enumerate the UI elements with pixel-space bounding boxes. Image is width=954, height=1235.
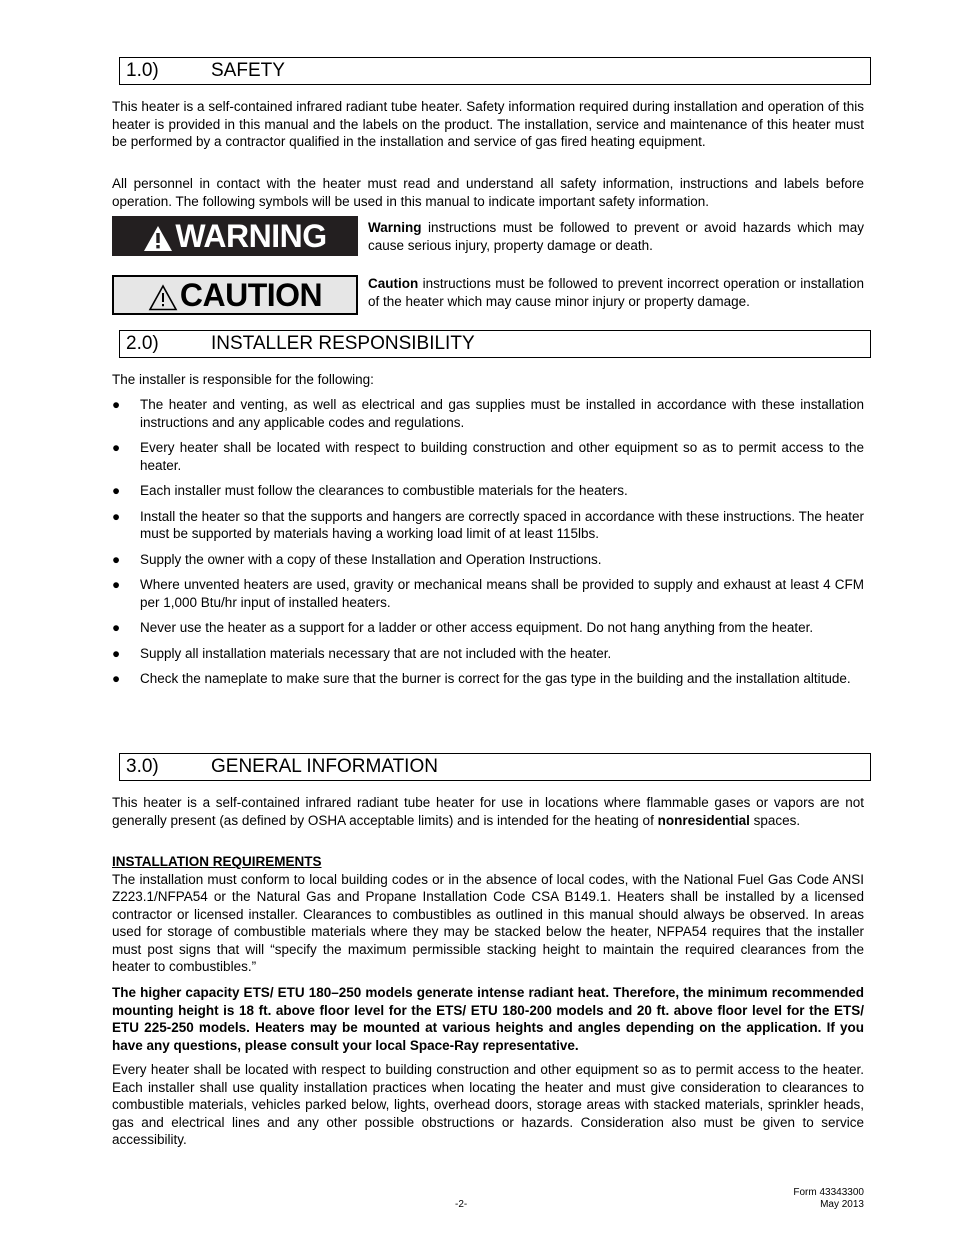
section-number: 1.0) — [126, 60, 159, 81]
bullet-icon: ● — [112, 645, 121, 661]
list-item — [112, 645, 864, 663]
caution-word: Caution — [368, 276, 419, 291]
general-text: This heater is a self-contained infrared radiant tube heater for use in locations where flammable gases or vapors are not generally present (as defined by OSHA acceptable limits) and is intended for the heating of — [112, 795, 864, 828]
page-number: -2- — [455, 1199, 468, 1210]
installation-requirements — [112, 853, 864, 976]
list-item — [112, 508, 864, 543]
section-number: 2.0) — [126, 333, 159, 354]
installation-requirements-heading: INSTALLATION REQUIREMENTS — [112, 854, 322, 869]
warning-text: instructions must be followed to prevent or avoid hazards which may cause serious injury, property damage or death. — [368, 220, 864, 253]
general-paragraph-last: Every heater shall be located with respect to building construction and other equipment so as to permit access to the heater. Each installer shall use quality installation practices when locating the heater and must give consideration to clearances to combustible materials, vehicles parked below, lights, overhead doors, storage areas with stacked materials, sprinkler heads, gas and electrical lines and any other possible obstructions or hazards. Consideration also must be given to service accessibility. — [112, 1062, 864, 1147]
warning-triangle-icon — [143, 225, 173, 252]
bullet-icon: ● — [112, 397, 121, 412]
warning-word: Warning — [368, 220, 422, 235]
bullet-icon: ● — [112, 440, 121, 455]
form-info — [760, 1187, 864, 1211]
list-item — [112, 551, 864, 569]
caution-sign — [112, 275, 358, 315]
list-item — [112, 396, 864, 431]
general-paragraph-1 — [112, 794, 864, 829]
section-number: 3.0) — [126, 756, 159, 777]
safety-paragraph-1: This heater is a self-contained infrared radiant tube heater. Safety information required during installation and operation of this heater is provided in this manual and the labels on the product. The installation, service and maintenance of this heater must be performed by a contractor qualified in the installation and service of gas fired heating equipment. — [112, 99, 864, 149]
list-item-text: Supply the owner with a copy of these Installation and Operation Instructions. — [140, 551, 602, 567]
list-item — [112, 576, 864, 611]
bullet-icon: ● — [112, 551, 121, 567]
section-heading-safety — [119, 57, 871, 85]
list-item-text: The heater and venting, as well as electrical and gas supplies must be installed in accordance with these installation instructions and any applicable codes and regulations. — [140, 397, 864, 430]
list-item-text: Where unvented heaters are used, gravity or mechanical means shall be provided to supply and exhaust at least 4 CFM per 1,000 Btu/hr input of installed heaters. — [140, 577, 864, 610]
list-item — [112, 670, 864, 688]
mounting-height-notice: The higher capacity ETS/ ETU 180–250 models generate intense radiant heat. Therefore, the minimum recommended mounting height is 18 ft. above floor level for the ETS/ ETU 180-200 models and 20 ft. above floor level for the ETS/ ETU 225-250 models. Heaters may be mounted at various heights and angles depending on the application. If you have any questions, please consult your local Space-Ray representative. — [112, 985, 864, 1053]
list-item-text: Never use the heater as a support for a ladder or other access equipment. Do not hang anything from the heater. — [140, 620, 814, 635]
section-title: GENERAL INFORMATION — [211, 756, 438, 777]
bullet-icon: ● — [112, 620, 121, 635]
list-item-text: Each installer must follow the clearances to combustible materials for the heaters. — [140, 483, 628, 498]
bullet-icon: ● — [112, 671, 121, 686]
caution-text: instructions must be followed to prevent incorrect operation or installation of the heater which may cause minor injury or property damage. — [368, 276, 864, 309]
list-item-text: Supply all installation materials necessary that are not included with the heater. — [140, 645, 612, 661]
bullet-icon: ● — [112, 508, 121, 524]
installation-requirements-text: The installation must conform to local building codes or in the absence of local codes, with the National Fuel Gas Code ANSI Z223.1/NFPA54 or the Natural Gas and Propane Installation Code CSA B149.1. Heaters shall be installed by a licensed contractor or licensed installer. Clearances to combustibles as outlined in this manual should always be observed. In areas used for storage of combustible materials where they may be stacked below the heater, NFPA54 requires that the installer must post signs that will “specify the maximum permissible stacking height to maintain the required clearances from the heater to combustibles.” — [112, 871, 864, 974]
warning-sign-label: WARNING — [175, 218, 327, 254]
installer-intro: The installer is responsible for the following: — [112, 372, 374, 387]
safety-paragraph-2: All personnel in contact with the heater must read and understand all safety information, instructions and labels before operation. The following symbols will be used in this manual to indicate important safety information. — [112, 176, 864, 209]
caution-triangle-icon — [148, 284, 178, 311]
warning-sign — [112, 216, 358, 256]
nonresidential-term: nonresidential — [657, 812, 750, 828]
caution-description — [368, 275, 864, 311]
form-date: May 2013 — [820, 1199, 864, 1210]
bullet-icon: ● — [112, 483, 121, 498]
list-item-text: Install the heater so that the supports and hangers are correctly spaced in accordance with these instructions. The heater must be supported by materials having a working load limit of at least 115lbs. — [140, 508, 864, 541]
installer-responsibility-list — [112, 396, 864, 696]
caution-sign-label: CAUTION — [179, 277, 323, 313]
list-item — [112, 619, 864, 637]
list-item-text: Check the nameplate to make sure that the burner is correct for the gas type in the building and the installation altitude. — [140, 671, 851, 686]
list-item — [112, 439, 864, 474]
list-item-text: Every heater shall be located with respect to building construction and other equipment so as to permit access to the heater. — [140, 440, 864, 473]
form-number: Form 43343300 — [793, 1187, 864, 1198]
section-heading-installer — [119, 330, 871, 358]
section-title: INSTALLER RESPONSIBILITY — [211, 333, 475, 354]
section-title: SAFETY — [211, 60, 285, 81]
bullet-icon: ● — [112, 577, 121, 592]
section-heading-general — [119, 753, 871, 781]
list-item — [112, 482, 864, 500]
general-text: spaces. — [749, 812, 801, 828]
warning-description — [368, 219, 864, 255]
